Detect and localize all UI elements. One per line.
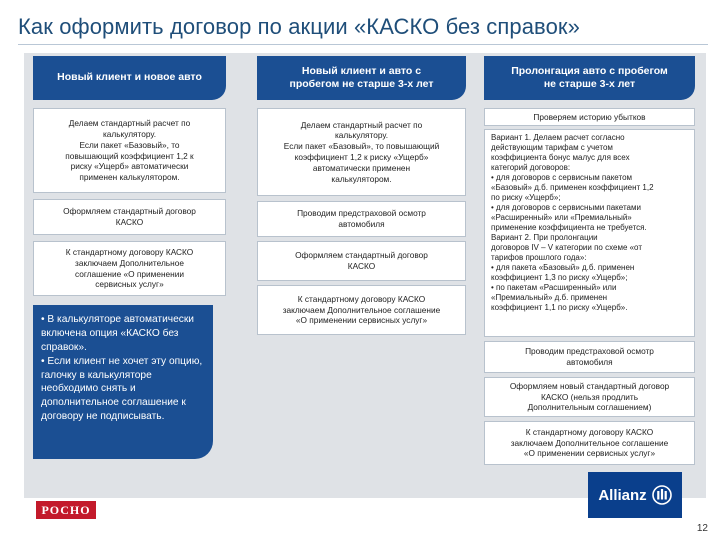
col2-step-calc: Делаем стандартный расчет по калькулятору. Если пакет «Базовый», то повышающий коэффициент 1,2 к риску «Ущерб» автоматически применен калькулятором. (257, 108, 466, 196)
slide-title: Как оформить договор по акции «КАСКО без справок» (18, 14, 580, 39)
col1-header: Новый клиент и новое авто (33, 56, 226, 100)
col1-note: • В калькуляторе автоматически включена опция «КАСКО без справок». • Если клиент не хочет эту опцию, галочку в калькуляторе необходимо снять и дополнительное соглашение к договору не подписывать. (33, 305, 213, 459)
col2-step-contract: Оформляем стандартный договор КАСКО (257, 241, 466, 281)
col2-header: Новый клиент и авто с пробегом не старше 3-х лет (257, 56, 466, 100)
col2-step-agreement: К стандартному договору КАСКО заключаем Дополнительное соглашение «О применении сервисных услуг» (257, 285, 466, 335)
col1-step-contract: Оформляем стандартный договор КАСКО (33, 199, 226, 235)
allianz-logo-text: Allianz (598, 486, 647, 504)
rosno-logo (36, 501, 96, 519)
col1-step-calc: Делаем стандартный расчет по калькулятору. Если пакет «Базовый», то повышающий коэффициент 1,2 к риску «Ущерб» автоматически применен калькулятором. (33, 108, 226, 193)
title-divider (18, 44, 708, 45)
col3-step-variants: Вариант 1. Делаем расчет согласно действующим тарифам с учетом коэффициента бонус малус для всех категорий договоров: • для договоров с сервисным пакетом «Базовый» д.б. применен коэффициент 1,2 по риску «Ущерб»; • для договоров с сервисными пакетами «Расширенный» или «Премиальный» применение коэффициента не требуется. Вариант 2. При пролонгации договоров IV – V категории по схеме «от тарифов прошлого года»: • для пакета «Базовый» д.б. применен коэффициент 1,3 по риску «Ущерб»; • по пакетам «Расширенный» или «Премиальный» д.б. применен коэффициент 1,1 по риску «Ущерб». (484, 129, 695, 337)
col3-step-contract: Оформляем новый стандартный договор КАСКО (нельзя продлить Дополнительным соглашением) (484, 377, 695, 417)
page-number: 12 (696, 523, 708, 534)
col3-header: Пролонгация авто с пробегом не старше 3-х лет (484, 56, 695, 100)
allianz-logo (588, 472, 682, 518)
allianz-eagle-icon (652, 485, 672, 505)
col3-step-history: Проверяем историю убытков (484, 108, 695, 126)
col2-step-inspection: Проводим предстраховой осмотр автомобиля (257, 201, 466, 237)
col3-step-agreement: К стандартному договору КАСКО заключаем Дополнительное соглашение «О применении сервисных услуг» (484, 421, 695, 465)
col3-step-inspection: Проводим предстраховой осмотр автомобиля (484, 341, 695, 373)
col1-step-agreement: К стандартному договору КАСКО заключаем Дополнительное соглашение «О применении сервисных услуг» (33, 241, 226, 296)
rosno-logo-text: РОСНО (41, 502, 91, 517)
